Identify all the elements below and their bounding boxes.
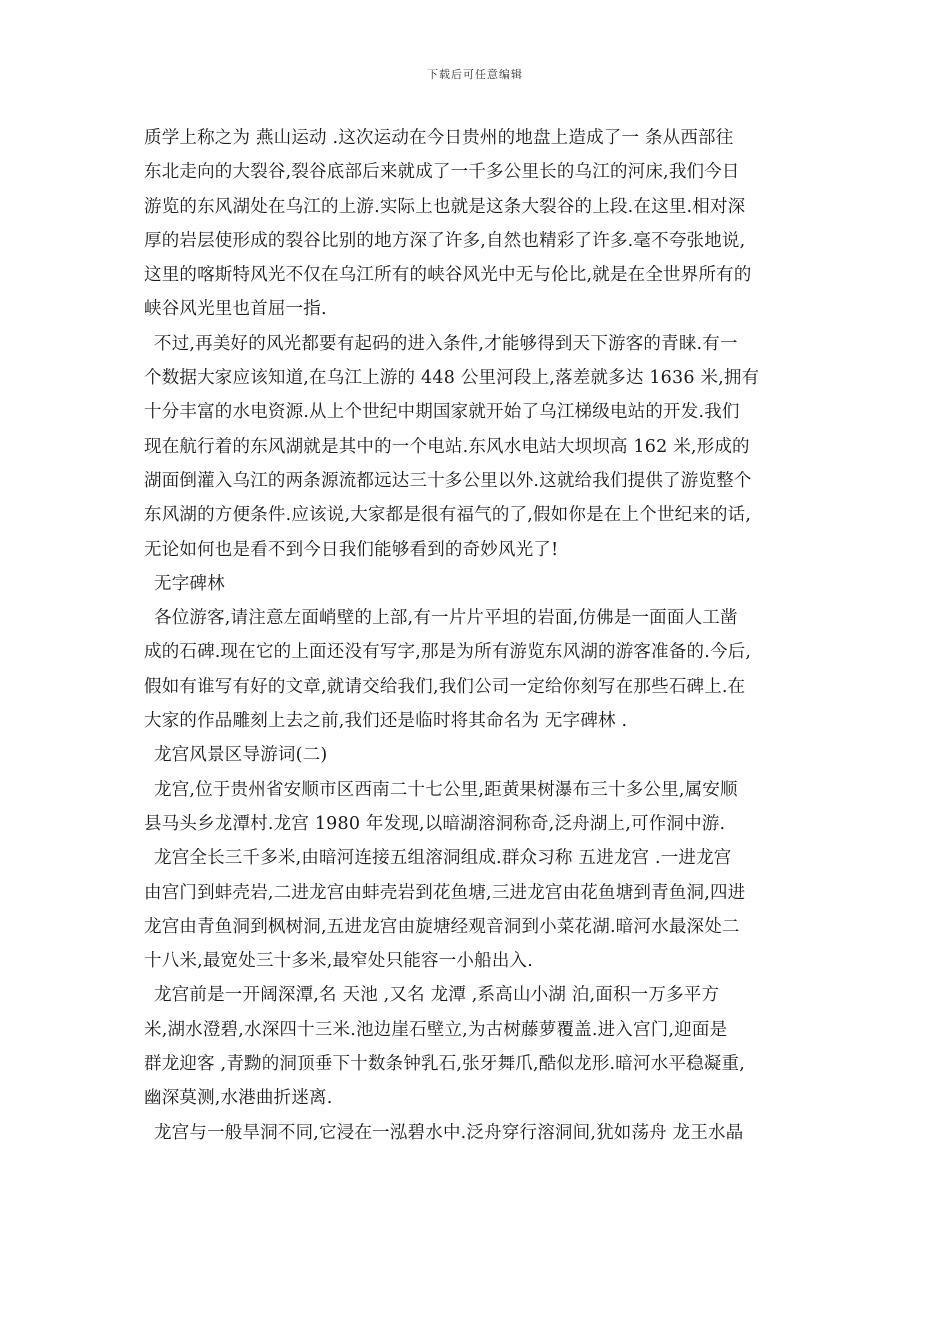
text-line: 十八米,最宽处三十多米,最窄处只能容一小船出入.: [144, 951, 533, 972]
text-line: 龙宫前是一开阔深潭,名 天池 ,又名 龙潭 ,系高山小湖 泊,面积一万多平方: [154, 985, 720, 1006]
text-line: 十分丰富的水电资源.从上个世纪中期国家就开始了乌江梯级电站的开发.我们: [144, 402, 740, 423]
text-line: 无字碑林: [154, 573, 225, 594]
text-line: 龙宫风景区导游词(二): [154, 745, 328, 766]
text-line: 质学上称之为 燕山运动 .这次运动在今日贵州的地盘上造成了一 条从西部往: [144, 128, 734, 148]
text-line: 东风湖的方便条件.应该说,大家都是很有福气的了,假如你是在上个世纪来的话,: [144, 505, 752, 526]
text-line: 现在航行着的东风湖就是其中的一个电站.东风水电站大坝坝高 162 米,形成的: [144, 436, 750, 457]
text-line: 这里的喀斯特风光不仅在乌江所有的峡谷风光中无与伦比,就是在全世界所有的: [144, 265, 752, 286]
text-line: 龙宫全长三千多米,由暗河连接五组溶洞组成.群众习称 五进龙宫 .一进龙宫: [154, 848, 732, 869]
text-line: 米,湖水澄碧,水深四十三米.池边崖石壁立,为古树藤萝覆盖.进入宫门,迎面是: [144, 1019, 728, 1040]
text-line: 东北走向的大裂谷,裂谷底部后来就成了一千多公里长的乌江的河床,我们今日: [144, 162, 740, 183]
text-line: 大家的作品雕刻上去之前,我们还是临时将其命名为 无字碑林 .: [144, 711, 628, 732]
text-line: 不过,再美好的风光都要有起码的进入条件,才能够得到天下游客的青睐.有一: [154, 333, 738, 354]
text-line: 龙宫,位于贵州省安顺市区西南二十七公里,距黄果树瀑布三十多公里,属安顺: [154, 779, 738, 800]
text-line: 成的石碑.现在它的上面还没有写字,那是为所有游览东风湖的游客准备的.今后,: [144, 642, 752, 663]
text-line: 无论如何也是看不到今日我们能够看到的奇妙风光了!: [144, 539, 559, 560]
page-header-note: 下载后可任意编辑: [427, 68, 523, 81]
text-line: 游览的东风湖处在乌江的上游.实际上也就是这条大裂谷的上段.在这里.相对深: [144, 196, 746, 217]
text-line: 湖面倒灌入乌江的两条源流都远达三十多公里以外.这就给我们提供了游览整个: [144, 470, 752, 491]
document-body: [144, 121, 814, 1150]
text-line: 龙宫由青鱼洞到枫树洞,五进龙宫由旋塘经观音洞到小菜花湖.暗河水最深处二: [144, 916, 740, 937]
text-line: 厚的岩层使形成的裂谷比别的地方深了许多,自然也精彩了许多.毫不夸张地说,: [144, 230, 746, 251]
text-line: 个数据大家应该知道,在乌江上游的 448 公里河段上,落差就多达 1636 米,拥有: [144, 368, 760, 389]
text-line: 幽深莫测,水港曲折迷离.: [144, 1088, 333, 1109]
text-line: 群龙迎客 ,青黝的洞顶垂下十数条钟乳石,张牙舞爪,酷似龙形.暗河水平稳凝重,: [144, 1054, 745, 1075]
text-line: 县马头乡龙潭村.龙宫 1980 年发现,以暗湖溶洞称奇,泛舟湖上,可作洞中游.: [144, 813, 726, 834]
text-line: 各位游客,请注意左面峭壁的上部,有一片片平坦的岩面,仿佛是一面面人工凿: [154, 608, 738, 629]
text-line: 由宫门到蚌壳岩,二进龙宫由蚌壳岩到花鱼塘,三进龙宫由花鱼塘到青鱼洞,四进: [144, 882, 746, 903]
text-line: 龙宫与一般旱洞不同,它浸在一泓碧水中.泛舟穿行溶洞间,犹如荡舟 龙王水晶: [154, 1122, 744, 1143]
text-line: 假如有谁写有好的文章,就请交给我们,我们公司一定给你刻写在那些石碑上.在: [144, 676, 746, 697]
text-line: 峡谷风光里也首屈一指.: [144, 299, 327, 320]
